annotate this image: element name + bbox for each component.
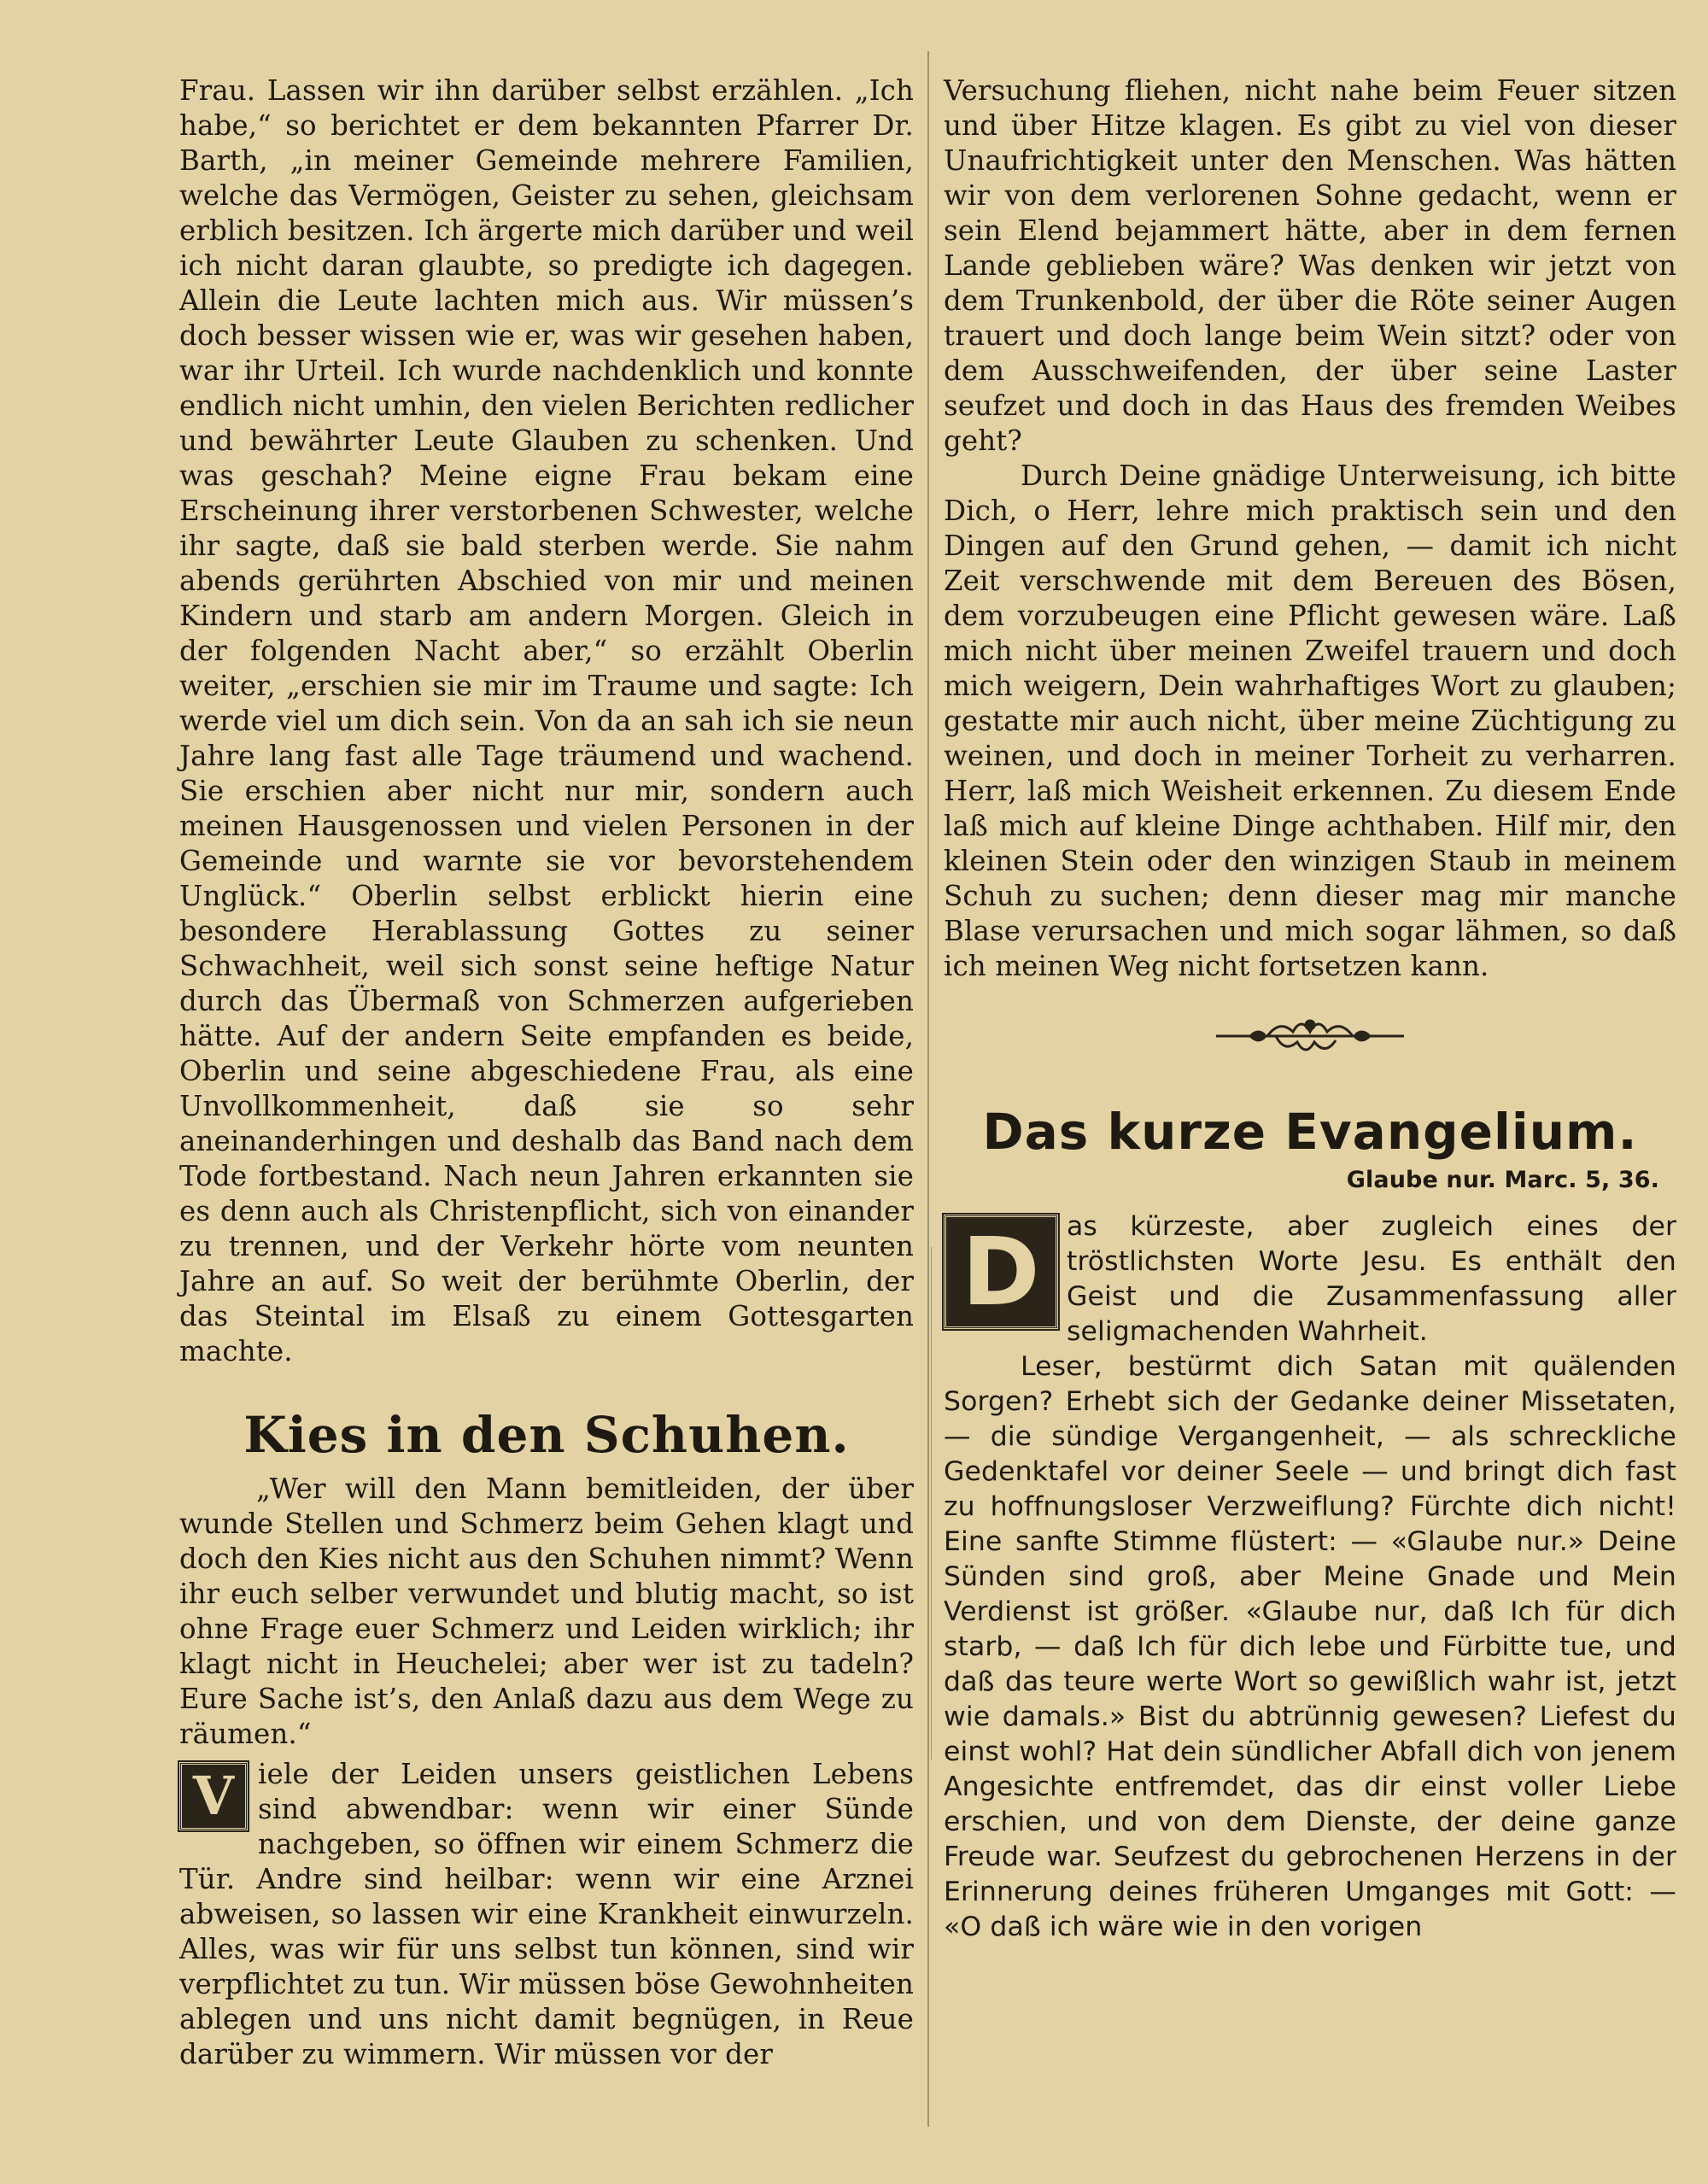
dropcap-d-initial: D bbox=[944, 1215, 1058, 1329]
floral-ornament-icon bbox=[1216, 1006, 1404, 1066]
dropcap-v-initial: V bbox=[179, 1762, 248, 1830]
right-column bbox=[944, 73, 1676, 1945]
article-title-evangelium: Das kurze Evangelium. bbox=[982, 1103, 1638, 1161]
versuchung-paragraph: Versuchung fliehen, nicht nahe beim Feuer sitzen und über Hitze klagen. Es gibt zu viel von dieser Unaufrichtigkeit unter den Menschen. Was hätten wir von dem verlorenen Sohne gedacht, wenn er sein Elend bejammert hätte, aber in dem fernen Lande geblieben wäre? Was denken wir jetzt von dem Trunkenbold, der über die Röte seiner Augen trauert und doch lange beim Wein sitzt? oder von dem Ausschweifenden, der über seine Laster seufzet und doch in das Haus des fremden Weibes geht? bbox=[944, 74, 1676, 457]
kies-quote: „Wer will den Mann bemitleiden, der über wunde Stellen und Schmerz beim Gehen klagt und doch den Kies nicht aus den Schuhen nimmt? Wenn ihr euch selber verwundet und blutig macht, so ist ohne Frage euer Schmerz und Leiden wirklich; ihr klagt nicht in Heuchelei; aber wer ist zu tadeln? Eure Sache ist’s, den Anlaß dazu aus dem Wege zu räumen.“ bbox=[179, 1473, 914, 1750]
column-divider bbox=[927, 51, 929, 2127]
kies-paragraph bbox=[179, 1757, 914, 2072]
evangelium-intro bbox=[944, 1209, 1676, 1350]
left-column bbox=[179, 73, 914, 2072]
kies-paragraph-text: iele der Leiden unsers geistlichen Lebens sind abwendbar: wenn wir einer Sünde nachgeben, so öffnen wir einem Schmerz die Tür. Andre sind heilbar: wenn wir eine Arznei abweisen, so lassen wir eine Krankheit einwurzeln. Alles, was wir für uns selbst tun können, sind wir verpflichtet zu tun. Wir müssen böse Gewohnheiten ablegen und uns nicht damit begnügen, in Reue darüber zu wimmern. Wir müssen vor der bbox=[179, 1758, 914, 2070]
prayer-paragraph: Durch Deine gnädige Unterweisung, ich bitte Dich, o Herr, lehre mich praktisch sein und den Dingen auf den Grund gehen, — damit ich nicht Zeit verschwende mit dem Bereuen des Bösen, dem vorzubeugen eine Pflicht gewesen wäre. Laß mich nicht über meinen Zweifel trauern und doch mich weigern, Dein wahrhaftiges Wort zu glauben; gestatte mir auch nicht, über meine Züchtigung zu weinen, und doch in meiner Torheit zu verharren. Herr, laß mich Weisheit erkennen. Zu diesem Ende laß mich auf kleine Dinge achthaben. Hilf mir, den kleinen Stein oder den winzigen Staub in meinem Schuh zu suchen; denn dieser mag mir manche Blase verursachen und mich sogar lähmen, so daß ich meinen Weg nicht fortsetzen kann. bbox=[944, 460, 1676, 982]
evangelium-intro-text: as kürzeste, aber zugleich eines der tröstlichsten Worte Jesu. Es enthält den Geist und die Zusammenfassung aller seligmachenden Wahrheit. bbox=[1067, 1211, 1676, 1347]
evangelium-paragraph: Leser, bestürmt dich Satan mit quälenden Sorgen? Erhebt sich der Gedanke deiner Missetaten, — die sündige Vergangenheit, — als schreckliche Gedenktafel vor deiner Seele — und bringt dich fast zu hoffnungsloser Verzweiflung? Fürchte dich nicht! Eine sanfte Stimme flüstert: — «Glaube nur.» Deine Sünden sind groß, aber Meine Gnade und Mein Verdienst ist größer. «Glaube nur, daß Ich für dich starb, — daß Ich für dich lebe und Fürbitte tue, und daß das teure werte Wort so gewißlich wahr ist, jetzt wie damals.» Bist du abtrünnig gewesen? Liefest du einst wohl? Hat dein sündlicher Abfall dich von jenem Angesichte entfremdet, das dir einst voller Liebe erschien, und von dem Dienste, der deine ganze Freude war. Seufzest du gebrochenen Herzens in der Erinnerung deines früheren Umganges mit Gott: — «O daß ich wäre wie in den vorigen bbox=[944, 1351, 1676, 1942]
bible-verse-reference: Glaube nur. Marc. 5, 36. bbox=[1346, 1167, 1659, 1193]
article-title-kies: Kies in den Schuhen. bbox=[243, 1406, 850, 1464]
oberlin-paragraph: Frau. Lassen wir ihn darüber selbst erzählen. „Ich habe,“ so berichtet er dem bekannten Pfarrer Dr. Barth, „in meiner Gemeinde mehrere Familien, welche das Vermögen, Geister zu sehen, gleichsam erblich besitzen. Ich ärgerte mich darüber und weil ich nicht daran glaubte, so predigte ich dagegen. Allein die Leute lachten mich aus. Wir müssen’s doch besser wissen wie er, was wir gesehen haben, war ihr Urteil. Ich wurde nachdenklich und konnte endlich nicht umhin, den vielen Berichten redlicher und bewährter Leute Glauben zu schenken. Und was geschah? Meine eigne Frau bekam eine Erscheinung ihrer verstorbenen Schwester, welche ihr sagte, daß sie bald sterben werde. Sie nahm abends gerührten Abschied von mir und meinen Kindern und starb am andern Morgen. Gleich in der folgenden Nacht aber,“ so erzählt Oberlin weiter, „erschien sie mir im Traume und sagte: Ich werde viel um dich sein. Von da an sah ich sie neun Jahre lang fast alle Tage träumend und wachend. Sie erschien aber nicht nur mir, sondern auch meinen Hausgenossen und vielen Personen in der Gemeinde und warnte sie vor bevorstehendem Unglück.“ Oberlin selbst erblickt hierin eine besondere Herablassung Gottes zu seiner Schwachheit, weil sich sonst seine heftige Natur durch das Übermaß von Schmerzen aufgerieben hätte. Auf der andern Seite empfanden es beide, Oberlin und seine abgeschiedene Frau, als eine Unvollkommenheit, daß sie so sehr aneinanderhingen und deshalb das Band nach dem Tode fortbestand. Nach neun Jahren erkannten sie es denn auch als Christenpflicht, sich von einander zu trennen, und der Verkehr hörte vom neunten Jahre an auf. So weit der berühmte Oberlin, der das Steintal im Elsaß zu einem Gottesgarten machte. bbox=[179, 74, 914, 1367]
column-divider-secondary bbox=[931, 1247, 932, 1759]
